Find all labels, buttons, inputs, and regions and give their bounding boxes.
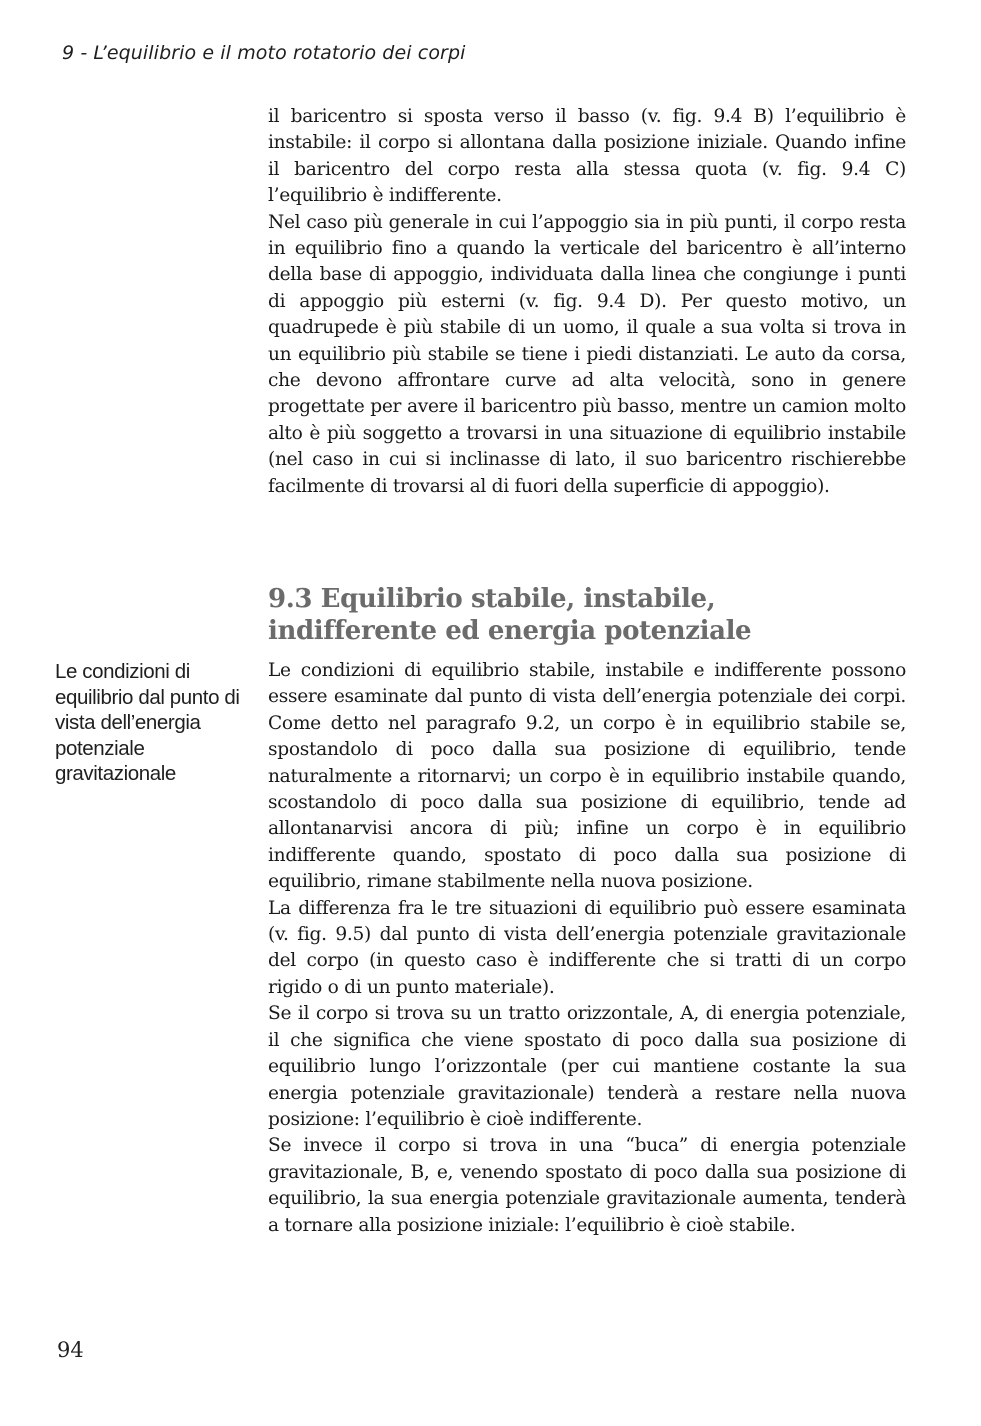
paragraph: Se invece il corpo si trova in una “buca” di energia potenziale gravitazionale, B, e, venendo spostato di poco dalla sua posizione di equilibrio, la sua energia potenziale gravitazionale aumenta, tenderà a tornare alla posizione iniziale: l’equilibrio è cioè stabile. <box>268 1135 906 1236</box>
running-header: 9 - L’equilibrio e il moto rotatorio dei corpi <box>62 42 466 64</box>
paragraph: La differenza fra le tre situazioni di equilibrio può essere esaminata (v. fig. 9.5) dal punto di vista dell’energia potenziale gravitazionale del corpo (in questo caso è indifferente che si tratti di un corpo rigido o di un punto materiale). <box>268 897 906 998</box>
paragraph: il baricentro si sposta verso il basso (v. fig. 9.4 B) l’equilibrio è instabile: il corpo si allontana dalla posizione iniziale. Quando infine il baricentro del corpo resta alla stessa quota (v. fig. 9.4 C) l’equilibrio è indifferente. <box>268 106 906 207</box>
section-heading-line-2: indifferente ed energia potenziale <box>268 616 752 646</box>
paragraph: Le condizioni di equilibrio stabile, instabile e indifferente possono essere esaminate dal punto di vista dell’energia potenziale dei corpi. Come detto nel paragrafo 9.2, un corpo è in equilibrio stabile se, spostandolo di poco dalla sua posizione di equilibrio, tende naturalmente a ritornarvi; un corpo è in equilibrio instabile quando, scostandolo di poco dalla sua posizione di equilibrio, tende ad allontanarvisi ancora di più; infine un corpo è in equilibrio indifferente quando, spostato di poco dalla sua posizione di equilibrio, rimane stabilmente nella nuova posizione. <box>268 660 906 893</box>
paragraph: Se il corpo si trova su un tratto orizzontale, A, di energia potenziale, il che significa che viene spostato di poco dalla sua posizione di equilibrio lungo l’orizzontale (per cui mantiene costante la sua energia potenziale gravitazionale) tenderà a restare nella nuova posizione: l’equilibrio è cioè indifferente. <box>268 1003 906 1130</box>
margin-note: Le condizioni di equilibrio dal punto di vista dell’energia potenziale gravitazionale <box>55 660 240 785</box>
paragraph: Nel caso più generale in cui l’appoggio sia in più punti, il corpo resta in equilibrio fino a quando la verticale del baricentro è all’interno della base di appoggio, individuata dalla linea che congiunge i punti di appoggio più esterni (v. fig. 9.4 D). Per questo motivo, un quadrupede è più stabile di un uomo, il quale a sua volta si trova in un equilibrio più stabile se tiene i piedi distanziati. Le auto da corsa, che devono affrontare curve ad alta velocità, sono in genere progettate per avere il baricentro più basso, mentre un camion molto alto è più soggetto a trovarsi in una situazione di equilibrio instabile (nel caso in cui si inclinasse di lato, il suo baricentro rischierebbe facilmente di trovarsi al di fuori della superficie di appoggio). <box>268 211 906 497</box>
section-heading <box>268 583 908 647</box>
section-heading-line-1: 9.3 Equilibrio stabile, instabile, <box>268 584 716 614</box>
text-block-top <box>268 104 906 500</box>
page-number: 94 <box>57 1338 84 1362</box>
text-block-bottom <box>268 658 906 1239</box>
